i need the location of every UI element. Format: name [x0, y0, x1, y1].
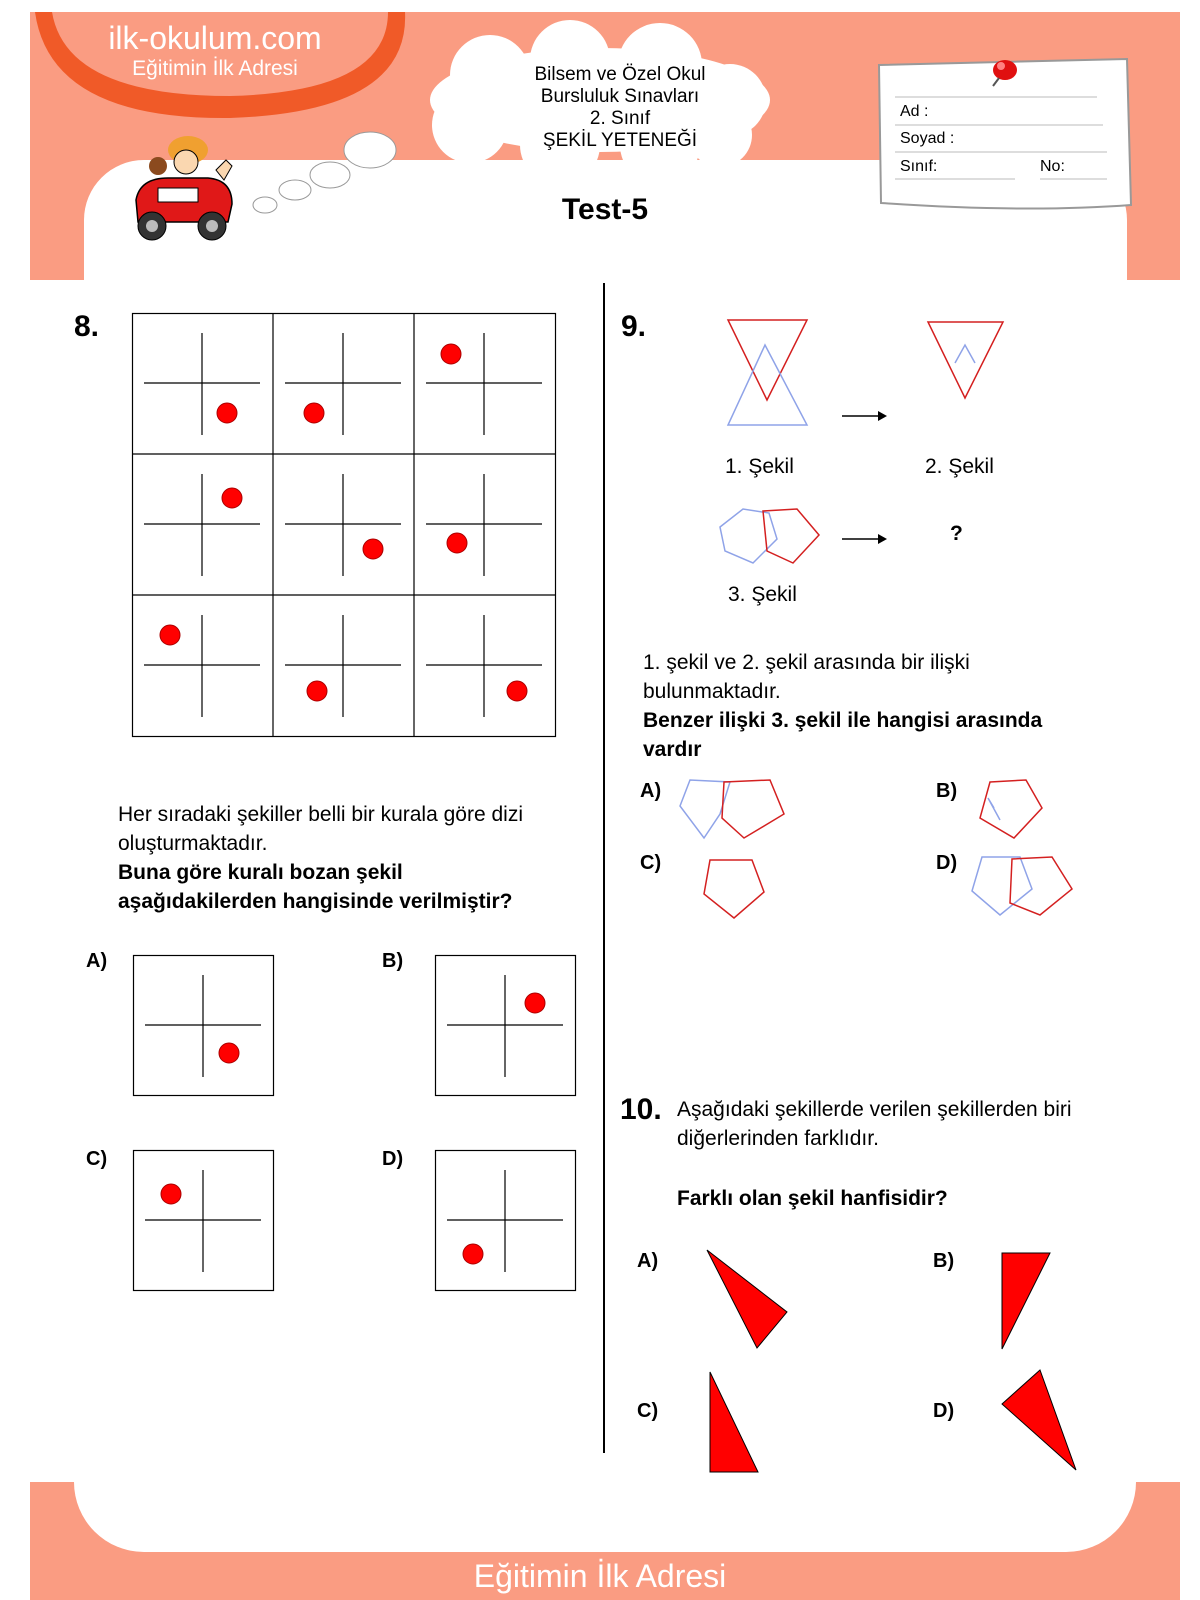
q8-option-d-figure[interactable] [435, 1150, 577, 1292]
q8-number: 8. [74, 310, 100, 343]
name-label: Ad : [900, 103, 929, 120]
q8-option-c-figure[interactable] [133, 1150, 275, 1292]
q9-figure-3 [715, 505, 830, 570]
q8-option-b-label[interactable]: B) [382, 950, 404, 972]
q10-text-line-1: Aşağıdaki şekillerde verilen şekillerden biri [677, 1098, 1072, 1121]
q8-text [118, 800, 598, 916]
q9-option-d-label[interactable]: D) [936, 852, 958, 874]
q9-question-mark: ? [950, 522, 963, 545]
arrow-right-icon [842, 532, 887, 546]
header-site-slogan: Eğitimin İlk Adresi [132, 57, 298, 80]
q10-option-b-figure[interactable] [1000, 1251, 1055, 1351]
q8-text-line-2: oluşturmaktadır. [118, 832, 268, 855]
cloud-line-3: 2. Sınıf [589, 108, 651, 129]
q10-option-c-figure[interactable] [708, 1370, 763, 1475]
q9-option-c-label[interactable]: C) [640, 852, 662, 874]
q9-question-line-1: Benzer ilişki 3. şekil ile hangisi arasında [643, 709, 1043, 732]
q10-option-b-label[interactable]: B) [933, 1250, 955, 1272]
q10-option-a-figure[interactable] [705, 1248, 790, 1350]
q10-option-d-figure[interactable] [1000, 1368, 1080, 1473]
arrow-right-icon [842, 409, 887, 423]
q9-option-a-label[interactable]: A) [640, 780, 662, 802]
header-site-name: ilk-okulum.com [108, 20, 322, 56]
q9-question-line-2: vardır [643, 738, 702, 761]
cloud-text [470, 64, 770, 152]
q8-grid [132, 313, 557, 738]
q9-label-figure-2: 2. Şekil [925, 455, 994, 478]
cloud-line-2: Bursluluk Sınavları [540, 86, 700, 107]
q8-option-d-label[interactable]: D) [382, 1148, 404, 1170]
cloud-line-1: Bilsem ve Özel Okul [534, 64, 706, 85]
push-pin-icon [985, 52, 1025, 92]
q9-option-d-figure[interactable] [970, 855, 1080, 920]
q10-question: Farklı olan şekil hanfisidir? [677, 1187, 948, 1210]
footer-site-slogan: Eğitimin İlk Adresi [473, 1558, 727, 1594]
q9-label-figure-1: 1. Şekil [725, 455, 794, 478]
q9-text [643, 648, 1163, 764]
q8-text-line-1: Her sıradaki şekiller belli bir kurala göre dizi [118, 803, 523, 826]
q10-option-c-label[interactable]: C) [637, 1400, 659, 1422]
q9-option-c-figure[interactable] [700, 858, 770, 923]
q9-option-b-label[interactable]: B) [936, 780, 958, 802]
q9-text-line-1: 1. şekil ve 2. şekil arasında bir ilişki [643, 651, 970, 674]
q8-option-a-figure[interactable] [133, 955, 275, 1097]
q9-figure-2 [925, 318, 1015, 408]
q9-option-a-figure[interactable] [678, 778, 788, 843]
q8-question-line-2: aşağıdakilerden hangisinde verilmiştir? [118, 890, 513, 913]
q9-figure-1 [725, 315, 825, 430]
q9-label-figure-3: 3. Şekil [728, 583, 797, 606]
q8-option-c-label[interactable]: C) [86, 1148, 108, 1170]
q9-text-line-2: bulunmaktadır. [643, 680, 781, 703]
column-divider [603, 283, 605, 1453]
q9-number: 9. [621, 310, 647, 343]
q8-option-a-label[interactable]: A) [86, 950, 108, 972]
q10-text-line-2: diğerlerinden farklıdır. [677, 1127, 879, 1150]
q10-option-d-label[interactable]: D) [933, 1400, 955, 1422]
q10-option-a-label[interactable]: A) [637, 1250, 659, 1272]
test-title: Test-5 [561, 193, 649, 226]
q8-question-line-1: Buna göre kuralı bozan şekil [118, 861, 403, 884]
surname-label: Soyad : [900, 130, 955, 147]
q10-number: 10. [620, 1093, 662, 1126]
q10-text [677, 1095, 1177, 1153]
number-label: No: [1040, 158, 1065, 175]
cloud-line-4: ŞEKİL YETENEĞİ [542, 130, 698, 151]
class-label: Sınıf: [900, 158, 938, 175]
footer-site-name: ilk-okulum.com [453, 1510, 747, 1559]
q9-option-b-figure[interactable] [976, 778, 1046, 843]
q8-option-b-figure[interactable] [435, 955, 577, 1097]
